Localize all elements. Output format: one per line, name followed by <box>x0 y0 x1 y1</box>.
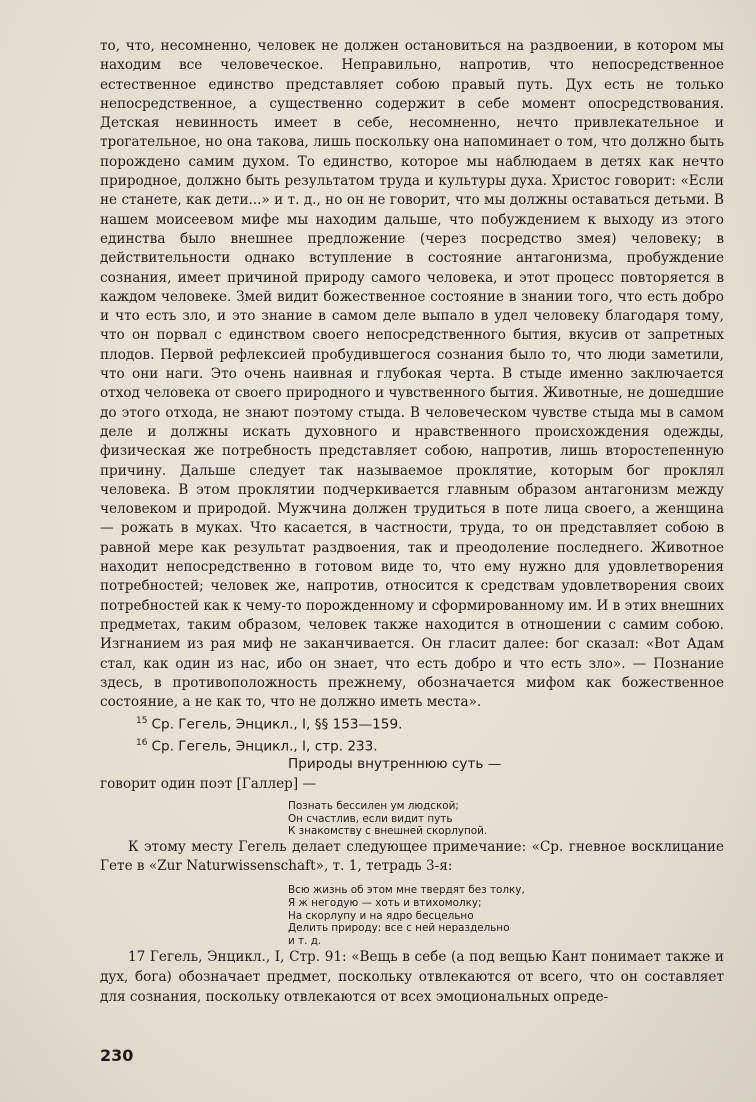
footnote-15-text: Ср. Гегель, Энцикл., I, §§ 153—159. <box>151 716 403 733</box>
verse-line: и т. д. <box>288 934 322 947</box>
verse-goethe <box>288 884 724 947</box>
verse-line: Познать бессилен ум людской; <box>288 800 459 813</box>
page-number: 230 <box>100 1046 134 1065</box>
verse-line: На скорлупу и на ядро бесцельно <box>288 909 474 922</box>
verse-line: Всю жизнь об этом мне твердят без толку, <box>288 884 525 897</box>
poet-attribution: говорит один поэт [Галлер] — <box>100 775 317 792</box>
verse-haller <box>288 800 724 838</box>
footnote-16-number: 16 <box>136 737 148 748</box>
footnote-15-number: 15 <box>136 716 148 727</box>
hegel-note-paragraph: К этому месту Гегель делает следующее примечание: «Ср. гневное восклицание Гете в «Zur Naturwissenschaft», т. 1, тетрадь 3-я: <box>100 838 724 875</box>
poem-quote-line: Природы внутреннюю суть — <box>288 756 502 773</box>
verse-line: Он счастлив, если видит путь <box>288 812 453 825</box>
footnote-16-text: Ср. Гегель, Энцикл., I, стр. 233. <box>151 738 378 755</box>
verse-line: Делить природу: все с ней нераздельно <box>288 922 510 935</box>
footnote-17: 17 Гегель, Энцикл., I, Стр. 91: «Вещь в себе (а под вещью Кант понимает также и дух, бога) обозначает предмет, поскольку отвлекаются от всего, что он составляет для сознания, поскольку отвлекаются от всех эмоциональных опреде- <box>100 949 724 1006</box>
footnote-15 <box>100 712 724 734</box>
verse-line: К знакомству с внешней скорлупой. <box>288 825 488 838</box>
main-paragraph: то, что, несомненно, человек не должен остановиться на раздвоении, в котором мы находим все человеческое. Неправильно, напротив, что непосредственное естественное единство представляет собою правый путь. Дух есть не только непосредственное, а существенно содержит в себе момент опосредствования. Детская невинность имеет в себе, несомненно, нечто привлекательное и трогательное, но она такова, лишь поскольку она напоминает о том, что должно быть порождено самим духом. То единство, которое мы наблюдаем в детях как нечто природное, должно быть результатом труда и культуры духа. Христос говорит: «Если не станете, как дети...» и т. д., но он не говорит, что мы должны оставаться детьми. В нашем моисеевом мифе мы находим дальше, что побуждением к выходу из этого единства было внешнее предложение (через посредство змея) человеку; в действительности однако вступление в состояние антагонизма, пробуждение сознания, имеет причиной природу самого человека, и этот процесс повторяется в каждом человеке. Змей видит божественное состояние в знании того, что есть добро и что есть зло, и это знание в самом деле выпало в удел человеку благодаря тому, что он порвал с единством своего непосредственного бытия, вкусив от запретных плодов. Первой рефлексией пробудившегося сознания было то, что люди заметили, что они наги. Это очень наивная и глубокая черта. В стыде именно заключается отход человека от своего природного и чувственного бытия. Животные, не дошедшие до этого отхода, не знают поэтому стыда. В человеческом чувстве стыда мы в самом деле и должны искать духовного и нравственного происхождения одежды, физическая же потребность представляет собою, напротив, лишь второстепенную причину. Дальше следует так называемое проклятие, которым бог проклял человека. В этом проклятии подчеркивается главным образом антагонизм между человеком и природой. Мужчина должен трудиться в поте лица своего, а женщина — рожать в муках. Что касается, в частности, труда, то он представляет собою в равной мере как результат раздвоения, так и преодоление последнего. Животное находит непосредственно в готовом виде то, что ему нужно для удовлетворения потребностей; человек же, напротив, относится к средствам удовлетворения своих потребностей как к чему-то порожденному и сформированному им. И в этих внешних предметах, таким образом, человек также находится в отношении с самим собою. Изгнанием из рая миф не заканчивается. Он гласит далее: бог сказал: «Вот Адам стал, как один из нас, ибо он знает, что есть добро и что есть зло». — Познание здесь, в противоположность прежнему, обозначается мифом как божественное состояние, а не как то, что не должно иметь места». <box>100 38 724 711</box>
verse-line: Я ж негодую — хоть и втихомолку; <box>288 897 482 910</box>
main-column <box>100 37 724 1007</box>
footnote-16 <box>100 734 724 756</box>
